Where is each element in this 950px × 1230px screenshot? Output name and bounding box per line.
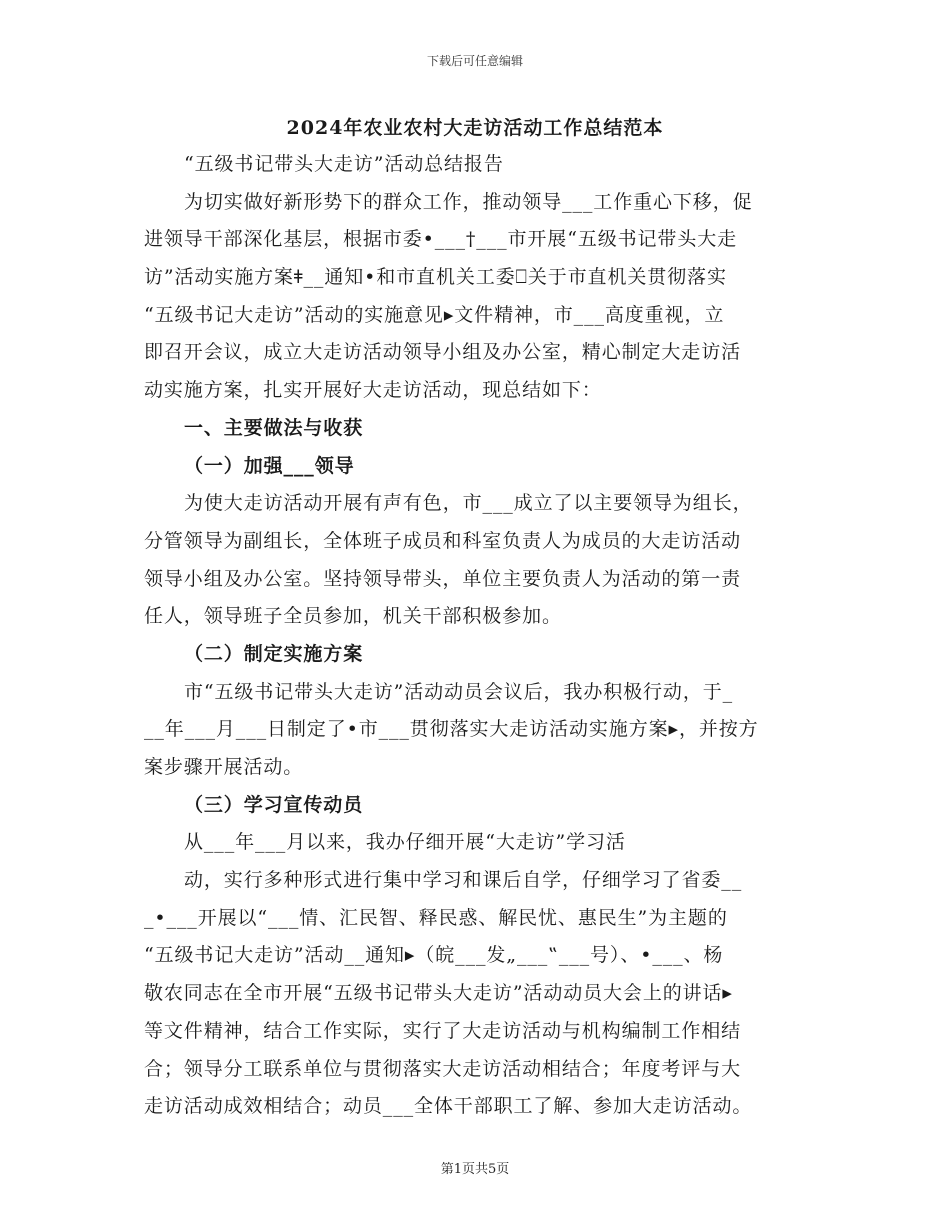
paragraph-line: 市“五级书记带头大走访”活动动员会议后，我办积极行动，于_ — [184, 680, 734, 703]
paragraph-line: _•___开展以“___情、汇民智、释民惑、解民忧、惠民生”为主题的 — [144, 906, 728, 929]
document-body — [144, 146, 808, 1126]
paragraph-line: 案步骤开展活动。 — [144, 756, 304, 778]
section-heading: 一、主要做法与收获 — [184, 416, 364, 439]
section-heading: （三）学习宣传动员 — [184, 793, 364, 816]
page-number: 第1页共5页 — [440, 1162, 510, 1177]
section-heading: （二）制定实施方案 — [184, 642, 364, 665]
paragraph-line: “五级书记大走访”活动的实施意见▸文件精神，市___高度重视，立 — [144, 303, 725, 326]
paragraph-line: 敬农同志在全市开展“五级书记带头大走访”活动动员大会上的讲话▸ — [144, 982, 733, 1005]
paragraph-line: “五级书记带头大走访”活动总结报告 — [184, 153, 504, 175]
document-title: 2024年农业农村大走访活动工作总结范本 — [286, 117, 664, 139]
paragraph-line: 为切实做好新形势下的群众工作，推动领导___工作重心下移，促 — [184, 190, 753, 213]
paragraph-line: “五级书记大走访”活动__通知▸（皖___发„___‟___号）、•___、杨 — [144, 944, 724, 967]
page-header-note: 下载后可任意编辑 — [426, 54, 523, 68]
paragraph-line: 从___年___月以来，我办仔细开展“大走访”学习活 — [184, 831, 626, 854]
section-heading: （一）加强___领导 — [184, 454, 355, 477]
paragraph-line: 任人，领导班子全员参加，机关干部积极参加。 — [144, 605, 562, 628]
paragraph-line: 访”活动实施方案ǂ__通知•和市直机关工委⎕关于市直机关贯彻落实 — [144, 266, 727, 289]
paragraph-line: 等文件精神，结合工作实际，实行了大走访活动与机构编制工作相结 — [144, 1019, 742, 1042]
paragraph-line: 领导小组及办公室。坚持领导带头，单位主要负责人为活动的第一责 — [144, 567, 742, 590]
paragraph-line: 动，实行多种形式进行集中学习和课后自学，仔细学习了省委__ — [184, 869, 743, 892]
paragraph-line: __年___月___日制定了•市___贯彻落实大走访活动实施方案▸，并按方 — [144, 718, 759, 741]
paragraph-line: 进领导干部深化基层，根据市委•___†___市开展“五级书记带头大走 — [144, 228, 738, 251]
paragraph-line: 为使大走访活动开展有声有色，市___成立了以主要领导为组长， — [184, 492, 753, 515]
paragraph-line: 走访活动成效相结合；动员___全体干部职工了解、参加大走访活动。 — [144, 1095, 753, 1118]
paragraph-line: 合；领导分工联系单位与贯彻落实大走访活动相结合；年度考评与大 — [144, 1057, 742, 1080]
paragraph-line: 分管领导为副组长，全体班子成员和科室负责人为成员的大走访活动 — [144, 529, 742, 552]
paragraph-line: 动实施方案，扎实开展好大走访活动，现总结如下： — [144, 379, 602, 402]
paragraph-line: 即召开会议，成立大走访活动领导小组及办公室，精心制定大走访活 — [144, 341, 742, 364]
